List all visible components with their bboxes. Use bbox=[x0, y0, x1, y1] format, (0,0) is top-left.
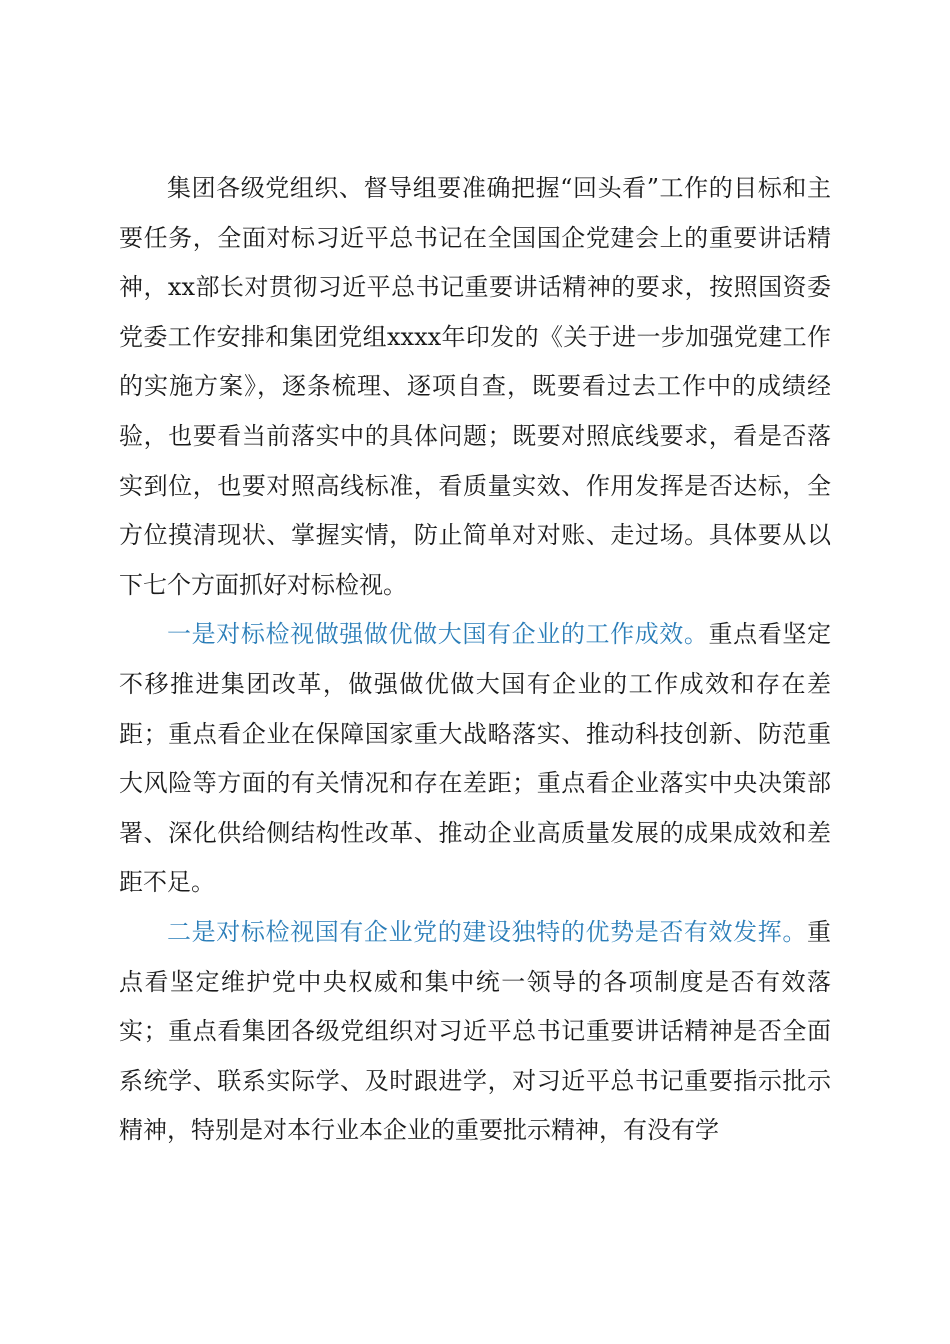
paragraph-2 bbox=[119, 610, 831, 908]
paragraph-1-text: 集团各级党组织、督导组要准确把握“回头看”工作的目标和主要任务，全面对标习近平总书记在全国国企党建会上的重要讲话精神，xx部长对贯彻习近平总书记重要讲话精神的要求，按照国资委党委工作安排和集团党组xxxx年印发的《关于进一步加强党建工作的实施方案》，逐条梳理、逐项自查，既要看过去工作中的成绩经验，也要看当前落实中的具体问题；既要对照底线要求，看是否落实到位，也要对照高线标准，看质量实效、作用发挥是否达标，全方位摸清现状、掌握实情，防止简单对对账、走过场。具体要从以下七个方面抓好对标检视。 bbox=[119, 174, 831, 599]
paragraph-3-text: 重点看坚定维护党中央权威和集中统一领导的各项制度是否有效落实；重点看集团各级党组织对习近平总书记重要讲话精神是否全面系统学、联系实际学、及时跟进学，对习近平总书记重要指示批示精神，特别是对本行业本企业的重要批示精神，有没有学 bbox=[119, 917, 831, 1145]
paragraph-2-heading: 一是对标检视做强做优做大国有企业的工作成效。 bbox=[167, 620, 709, 649]
paragraph-1 bbox=[119, 164, 831, 610]
paragraph-2-text: 重点看坚定不移推进集团改革，做强做优做大国有企业的工作成效和存在差距；重点看企业在保障国家重大战略落实、推动科技创新、防范重大风险等方面的有关情况和存在差距；重点看企业落实中央决策部署、深化供给侧结构性改革、推动企业高质量发展的成果成效和差距不足。 bbox=[119, 620, 832, 897]
document-body bbox=[119, 164, 831, 1156]
paragraph-3-heading: 二是对标检视国有企业党的建设独特的优势是否有效发挥。 bbox=[167, 917, 807, 946]
paragraph-3 bbox=[119, 908, 831, 1156]
